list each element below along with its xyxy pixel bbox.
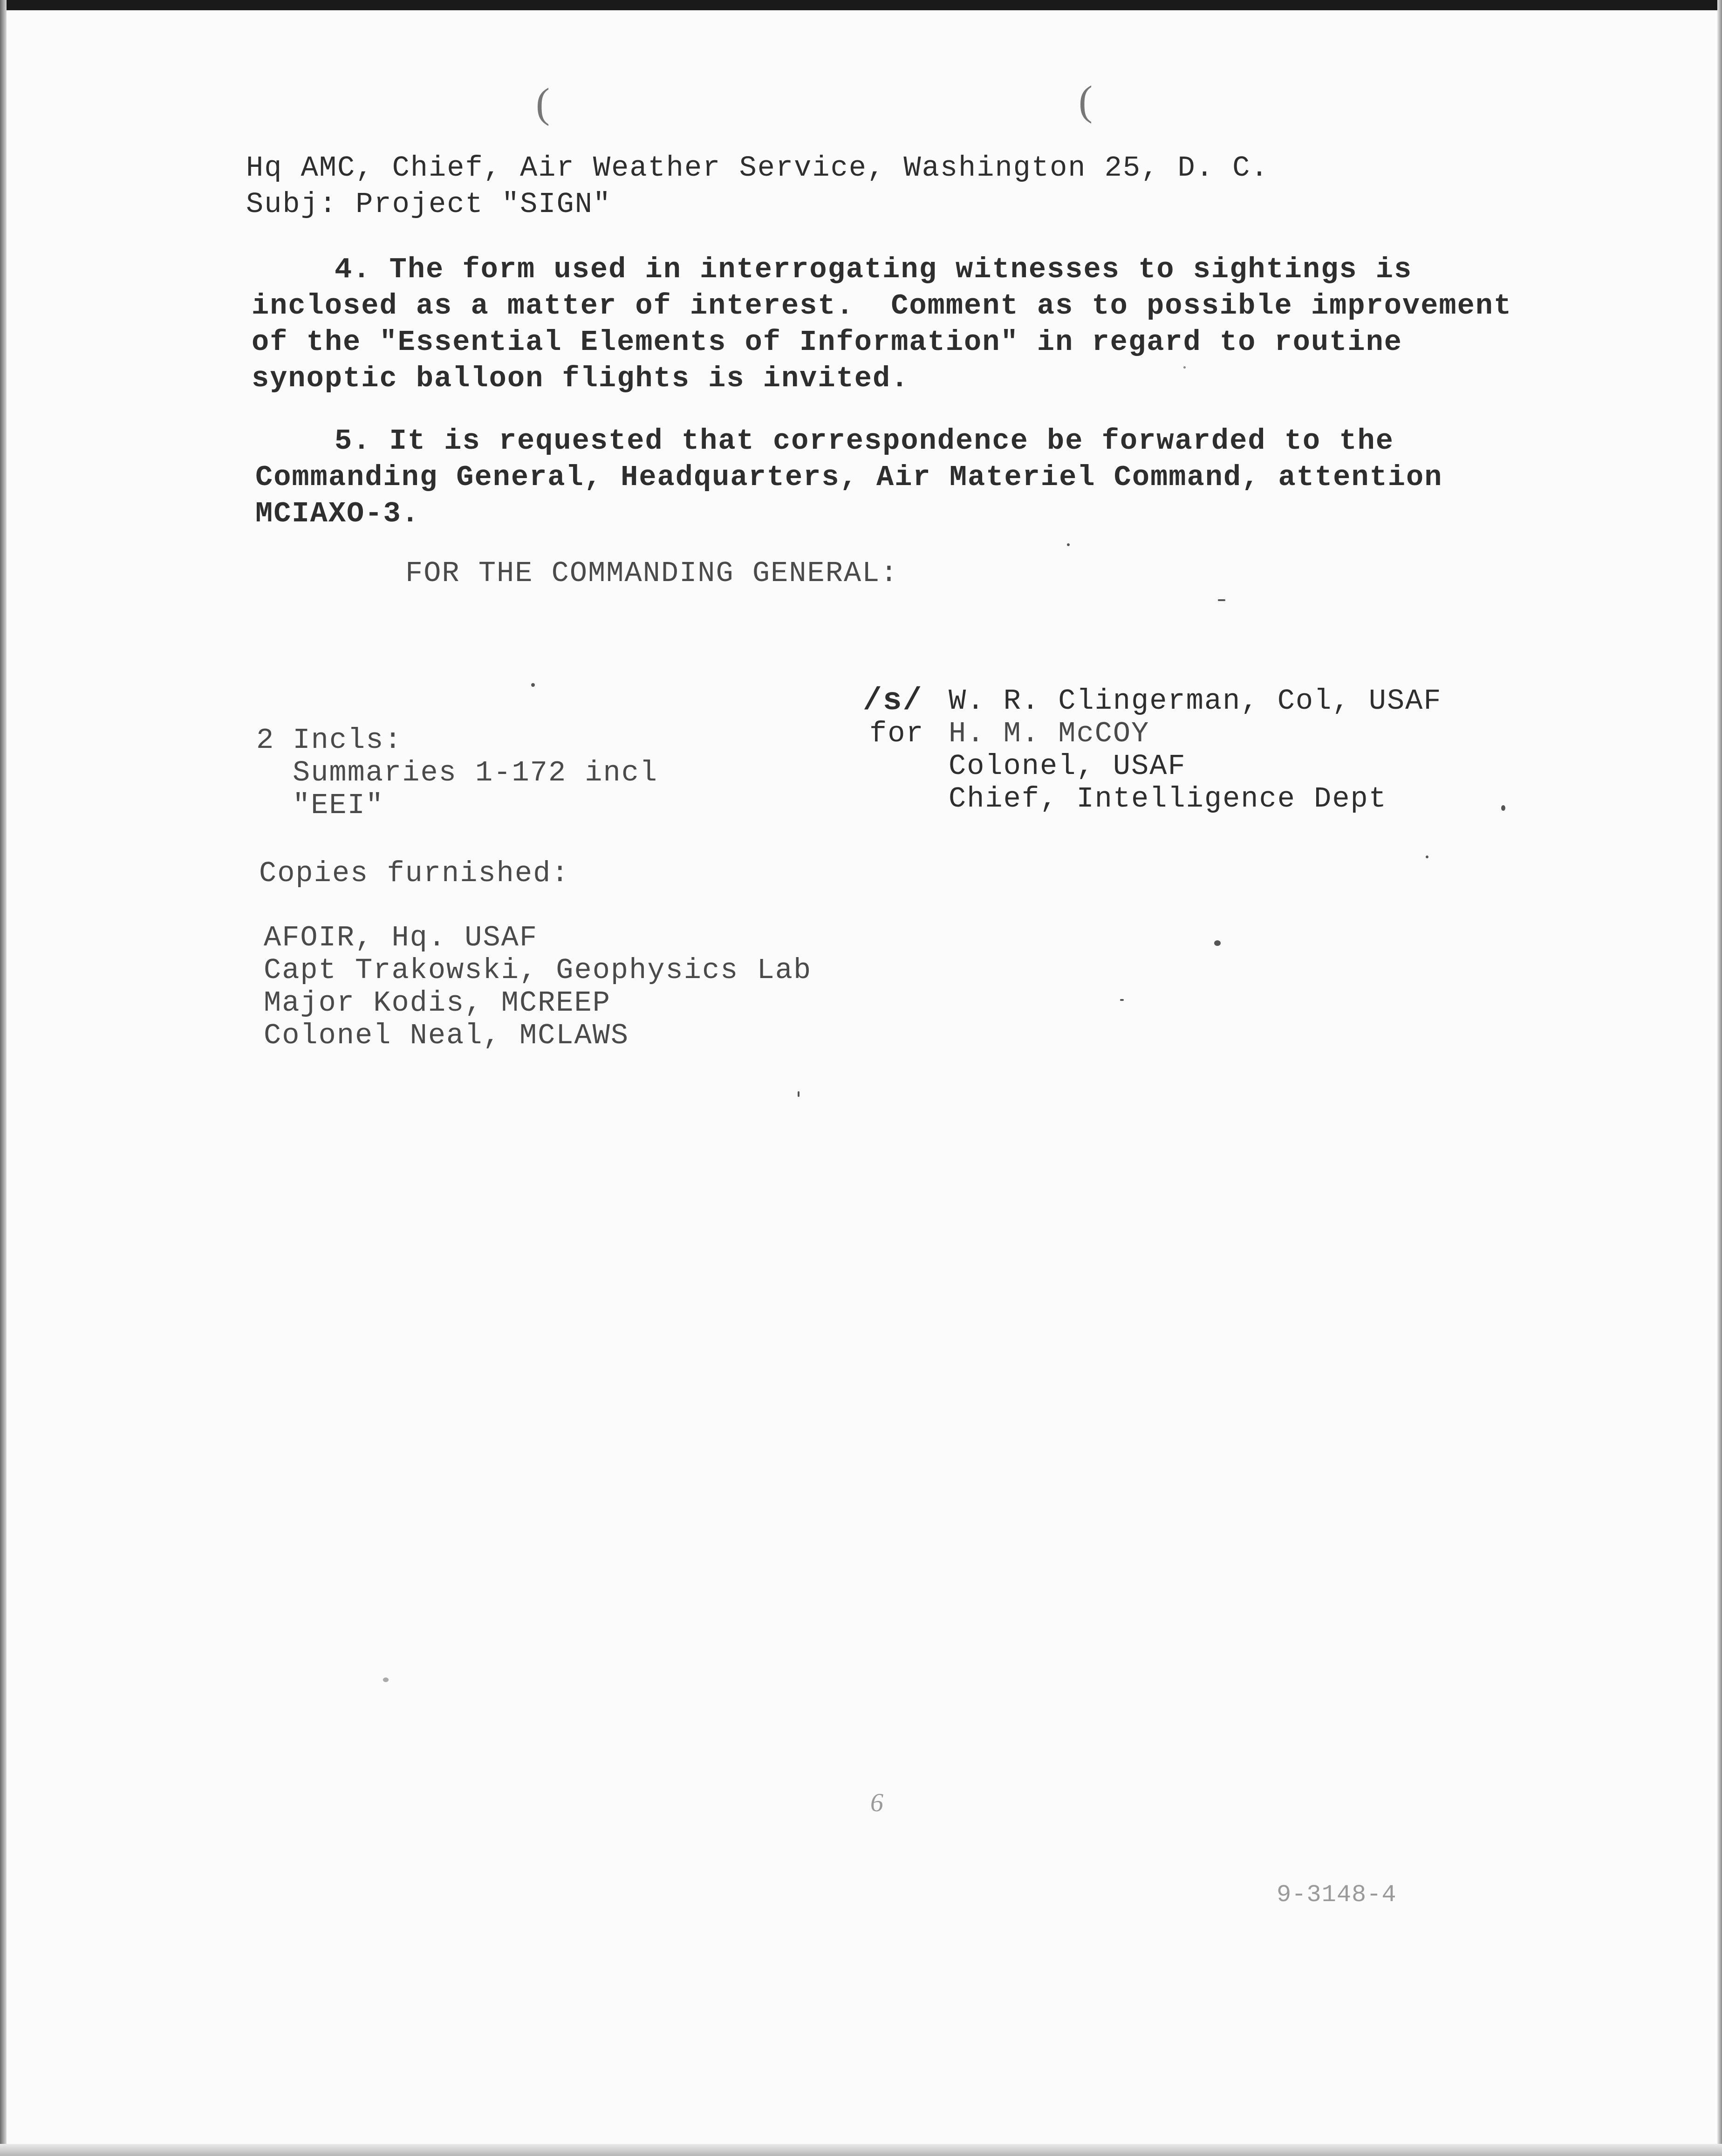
signature-line: Chief, Intelligence Dept: [949, 782, 1387, 815]
scan-speck: [1426, 856, 1428, 858]
signature-mark: /s/: [863, 683, 923, 719]
header-addressee: Hq AMC, Chief, Air Weather Service, Washington 25, D. C.: [246, 151, 1269, 185]
signature-line: W. R. Clingerman, Col, USAF: [949, 684, 1442, 718]
punch-mark-left: (: [536, 80, 550, 126]
signature-line: H. M. McCOY: [949, 717, 1150, 750]
header-subject: Subj: Project "SIGN": [246, 188, 612, 221]
copy-recipient: AFOIR, Hq. USAF: [264, 921, 538, 954]
paragraph-line: Commanding General, Headquarters, Air Materiel Command, attention: [255, 461, 1443, 494]
document-stamp: 9-3148-4: [1277, 1881, 1397, 1909]
copies-heading: Copies furnished:: [259, 857, 570, 890]
paragraph-line: 4. The form used in interrogating witnesses to sightings is: [335, 253, 1413, 286]
paragraph-line: synoptic balloon flights is invited.: [252, 362, 909, 395]
paragraph-line: of the "Essential Elements of Information" in regard to routine: [252, 326, 1402, 359]
scan-speck: [798, 1091, 800, 1097]
scan-border-right: [1717, 0, 1722, 2156]
copy-recipient: Colonel Neal, MCLAWS: [264, 1019, 629, 1052]
inclosure-item: Summaries 1-172 incl: [293, 756, 658, 789]
scan-border-bottom: [0, 2144, 1722, 2156]
scan-speck: [1183, 366, 1186, 369]
scan-speck: [383, 1677, 389, 1682]
paragraph-line: 5. It is requested that correspondence be forwarded to the: [335, 424, 1394, 458]
inclosures-heading: 2 Incls:: [256, 724, 403, 757]
scan-speck: [1067, 543, 1070, 546]
inclosure-item: "EEI": [293, 789, 384, 822]
signature-line: Colonel, USAF: [949, 750, 1186, 783]
punch-mark-right: (: [1079, 78, 1093, 124]
scan-speck: [531, 683, 535, 687]
copy-recipient: Major Kodis, MCREEP: [264, 986, 611, 1020]
scan-speck: [1218, 599, 1225, 601]
copy-recipient: Capt Trakowski, Geophysics Lab: [264, 954, 812, 987]
paragraph-line: inclosed as a matter of interest. Comment as to possible improvement: [252, 289, 1512, 322]
scan-border-left: [0, 0, 7, 2156]
page-number: 6: [870, 1788, 884, 1817]
closing-line: FOR THE COMMANDING GENERAL:: [405, 557, 899, 590]
signature-for-label: for: [869, 717, 924, 750]
scan-border-top: [0, 0, 1722, 10]
scan-speck: [1501, 805, 1505, 811]
scan-speck: [1214, 940, 1221, 946]
scan-speck: [1120, 999, 1124, 1001]
paragraph-line: MCIAXO-3.: [255, 497, 420, 530]
